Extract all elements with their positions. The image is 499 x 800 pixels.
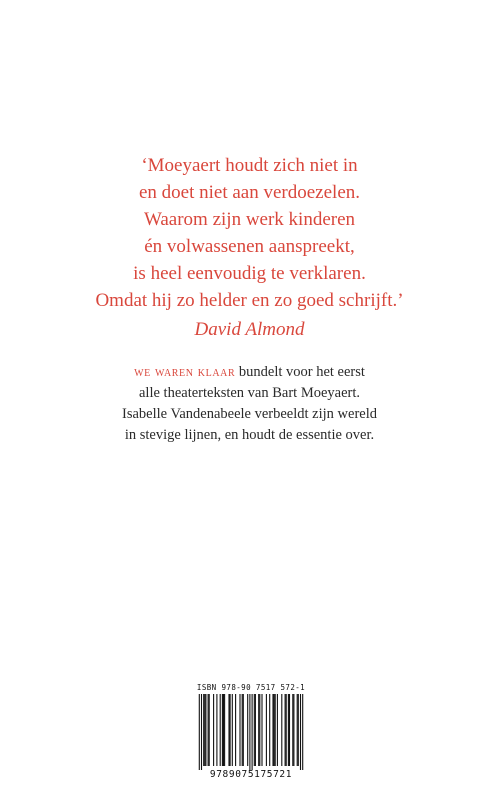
barcode-bar — [222, 694, 223, 766]
barcode-bar — [205, 694, 206, 766]
barcode-bar — [254, 694, 255, 766]
book-blurb — [0, 362, 499, 446]
quote-line: Omdat hij zo helder en zo goed schrijft.’ — [95, 290, 404, 311]
barcode-bar — [239, 694, 240, 766]
barcode-bar — [269, 694, 270, 766]
barcode-bar — [293, 694, 294, 766]
barcode-bar — [228, 694, 229, 766]
barcode-bar — [209, 694, 210, 766]
barcode-bar — [199, 694, 200, 770]
barcode-bar — [223, 694, 224, 766]
barcode-bar — [252, 694, 253, 770]
isbn-barcode — [196, 683, 306, 781]
barcode-bar — [288, 694, 289, 766]
barcode-bar — [247, 694, 248, 766]
blurb-line: in stevige lijnen, en houdt de essentie over. — [124, 427, 375, 443]
quote-line: en doet niet aan verdoezelen. — [138, 182, 361, 203]
barcode-bars — [196, 694, 306, 770]
barcode-bar — [277, 694, 278, 766]
barcode-bar — [255, 694, 256, 766]
barcode-digits: 9789075175721 — [209, 769, 293, 780]
barcode-bar — [298, 694, 299, 766]
barcode-bar — [224, 694, 225, 766]
quote-line: Waarom zijn werk kinderen — [143, 209, 356, 230]
book-title: we waren klaar — [134, 364, 236, 380]
quote-line: is heel eenvoudig te verklaren. — [133, 263, 366, 284]
barcode-bar — [258, 694, 259, 766]
quote-line: ‘Moeyaert houdt zich niet in — [141, 155, 358, 176]
blurb-text: bundelt voor het eerst — [235, 364, 365, 380]
barcode-bar — [249, 694, 250, 770]
barcode-bar — [272, 694, 273, 766]
barcode-bar — [281, 694, 282, 766]
barcode-bar — [302, 694, 303, 770]
barcode-bar — [216, 694, 217, 766]
barcode-bar — [286, 694, 287, 766]
barcode-bar — [201, 694, 202, 770]
barcode-bar — [261, 694, 262, 766]
blurb-line — [0, 362, 499, 383]
barcode-bar — [289, 694, 290, 766]
barcode-bar — [220, 694, 221, 766]
barcode-bar — [204, 694, 205, 766]
barcode-bar — [275, 694, 276, 766]
barcode-bar — [243, 694, 244, 766]
barcode-bar — [266, 694, 267, 766]
blurb-line: alle theaterteksten van Bart Moeyaert. — [138, 385, 361, 401]
barcode-bar — [230, 694, 231, 766]
isbn-label: ISBN 978-90 7517 572-1 — [196, 683, 306, 692]
barcode-bar — [232, 694, 233, 766]
barcode-bar — [259, 694, 260, 766]
barcode-bar — [242, 694, 243, 766]
barcode-bar — [297, 694, 298, 766]
back-cover-quote — [0, 152, 499, 314]
blurb-line: Isabelle Vandenabeele verbeeldt zijn wereld — [122, 406, 377, 422]
barcode-bar — [235, 694, 236, 766]
barcode-bar — [292, 694, 293, 766]
barcode-bar — [208, 694, 209, 766]
barcode-bar — [300, 694, 301, 770]
barcode-bar — [213, 694, 214, 766]
barcode-bar — [274, 694, 275, 766]
barcode-bar — [203, 694, 204, 766]
barcode-bar — [285, 694, 286, 766]
quote-line: én volwassenen aanspreekt, — [144, 236, 355, 257]
quote-author: David Almond — [194, 319, 305, 340]
